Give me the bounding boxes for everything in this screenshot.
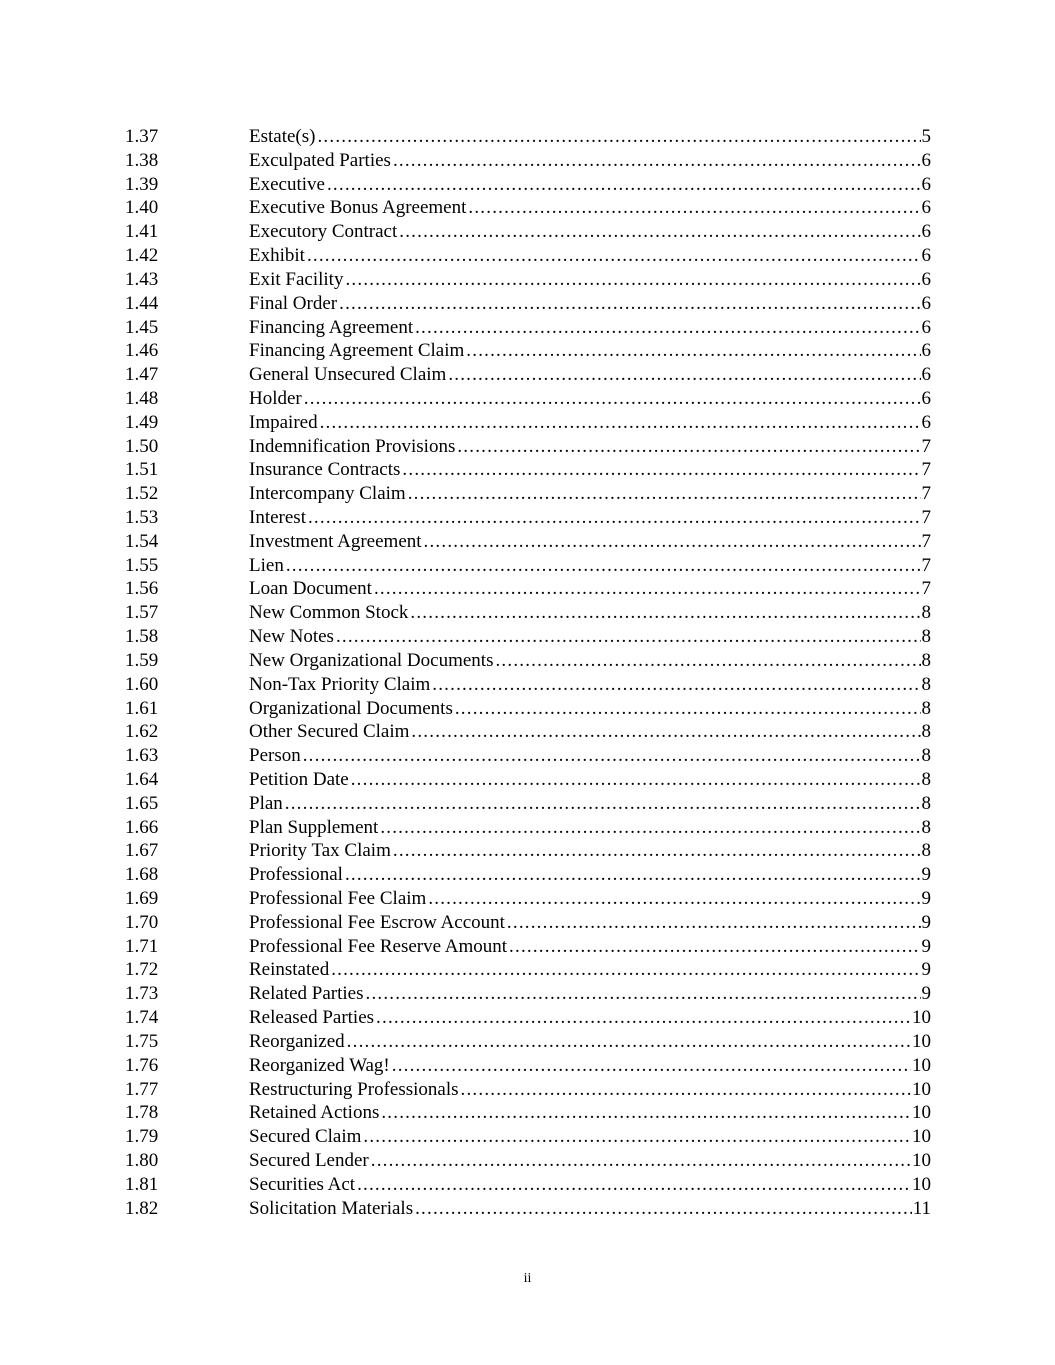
section-title: Executive Bonus Agreement — [249, 197, 467, 219]
dot-leader — [415, 316, 920, 340]
section-title: Priority Tax Claim — [249, 840, 391, 862]
toc-row — [0, 720, 1055, 744]
toc-row — [0, 530, 1055, 554]
section-title: Plan — [249, 792, 283, 814]
dot-leader — [507, 911, 921, 935]
page-reference: 7 — [921, 435, 931, 457]
page-reference: 6 — [921, 411, 931, 433]
page-reference: 5 — [921, 126, 931, 147]
section-title: Released Parties — [249, 1007, 375, 1029]
section-title: Professional — [249, 864, 343, 886]
dot-leader — [393, 149, 921, 173]
dot-leader — [415, 1197, 912, 1221]
dot-leader — [509, 935, 920, 959]
section-title: New Common Stock — [249, 602, 409, 624]
section-title: Retained Actions — [249, 1102, 380, 1124]
section-number: 1.77 — [125, 1078, 159, 1100]
section-title: Estate(s) — [249, 126, 316, 147]
page-reference: 6 — [921, 197, 931, 219]
dot-leader — [408, 482, 921, 506]
page-reference: 7 — [921, 507, 931, 528]
toc-row — [0, 649, 1055, 673]
toc-row — [0, 982, 1055, 1006]
section-number: 1.57 — [125, 602, 159, 624]
page-reference: 7 — [921, 554, 931, 576]
section-number: 1.46 — [125, 340, 159, 362]
dot-leader — [495, 649, 920, 673]
toc-row — [0, 220, 1055, 244]
toc-entry — [249, 435, 931, 459]
section-number: 1.82 — [125, 1197, 159, 1219]
toc-entry — [249, 935, 931, 959]
dot-leader — [432, 673, 920, 697]
section-number: 1.54 — [125, 530, 159, 552]
section-number: 1.61 — [125, 697, 159, 719]
section-number: 1.65 — [125, 792, 159, 814]
dot-leader — [347, 1030, 911, 1054]
section-title: Solicitation Materials — [249, 1197, 414, 1219]
page-reference: 8 — [921, 745, 931, 767]
toc-entry — [249, 1149, 931, 1173]
toc-row — [0, 935, 1055, 959]
section-title: Indemnification Provisions — [249, 435, 456, 457]
section-number: 1.50 — [125, 435, 159, 457]
dot-leader — [461, 1078, 911, 1102]
section-title: Other Secured Claim — [249, 721, 410, 743]
section-title: General Unsecured Claim — [249, 364, 447, 386]
dot-leader — [345, 863, 921, 887]
page-reference: 10 — [912, 1126, 931, 1148]
toc-entry — [249, 458, 931, 482]
toc-entry — [249, 220, 931, 244]
section-number: 1.40 — [125, 197, 159, 219]
dot-leader — [381, 1101, 911, 1125]
toc-entry — [249, 911, 931, 935]
page-reference: 6 — [921, 364, 931, 386]
toc-row — [0, 958, 1055, 982]
section-number: 1.62 — [125, 721, 159, 743]
section-title: Reorganized Wag! — [249, 1054, 390, 1076]
toc-row — [0, 1078, 1055, 1102]
toc-entry — [249, 1101, 931, 1125]
page-reference: 6 — [921, 173, 931, 195]
section-number: 1.63 — [125, 745, 159, 767]
toc-row — [0, 387, 1055, 411]
toc-row — [0, 768, 1055, 792]
section-title: Exhibit — [249, 245, 305, 267]
page-reference: 7 — [921, 483, 931, 505]
section-number: 1.52 — [125, 483, 159, 505]
toc-entry — [249, 1030, 931, 1054]
toc-entry — [249, 625, 931, 649]
toc-entry — [249, 577, 931, 601]
dot-leader — [351, 768, 921, 792]
toc-row — [0, 1054, 1055, 1078]
dot-leader — [303, 744, 921, 768]
dot-leader — [345, 268, 920, 292]
toc-row — [0, 363, 1055, 387]
toc-row — [0, 577, 1055, 601]
page-reference: 10 — [912, 1007, 931, 1029]
toc-entry — [249, 411, 931, 435]
toc-entry — [249, 292, 931, 316]
section-title: Investment Agreement — [249, 530, 422, 552]
section-title: Executive — [249, 173, 325, 195]
toc-entry — [249, 1006, 931, 1030]
section-title: Professional Fee Reserve Amount — [249, 935, 508, 957]
dot-leader — [411, 720, 920, 744]
toc-row — [0, 887, 1055, 911]
toc-entry — [249, 149, 931, 173]
toc-entry — [249, 601, 931, 625]
toc-entry — [249, 554, 931, 578]
section-number: 1.47 — [125, 364, 159, 386]
page-reference: 8 — [921, 626, 931, 648]
section-number: 1.44 — [125, 292, 159, 314]
section-title: Exculpated Parties — [249, 149, 391, 171]
toc-entry — [249, 363, 931, 387]
section-title: Secured Claim — [249, 1126, 362, 1148]
toc-entry — [249, 887, 931, 911]
section-number: 1.37 — [125, 126, 159, 147]
section-number: 1.81 — [125, 1173, 159, 1195]
toc-row — [0, 1006, 1055, 1030]
toc-entry — [249, 196, 931, 220]
page-reference: 9 — [921, 983, 931, 1005]
page-reference: 10 — [912, 1149, 931, 1171]
toc-entry — [249, 339, 931, 363]
section-title: New Notes — [249, 626, 334, 648]
page-reference: 7 — [921, 578, 931, 600]
section-title: Financing Agreement Claim — [249, 340, 465, 362]
section-number: 1.67 — [125, 840, 159, 862]
toc-entry — [249, 863, 931, 887]
toc-entry — [249, 268, 931, 292]
dot-leader — [457, 435, 920, 459]
dot-leader — [402, 458, 920, 482]
section-title: Insurance Contracts — [249, 459, 401, 481]
dot-leader — [363, 1125, 911, 1149]
page-reference: 10 — [912, 1054, 931, 1076]
toc-row — [0, 149, 1055, 173]
section-number: 1.38 — [125, 149, 159, 171]
dot-leader — [286, 554, 921, 578]
toc-row — [0, 316, 1055, 340]
section-number: 1.74 — [125, 1007, 159, 1029]
toc-entry — [249, 387, 931, 411]
section-number: 1.41 — [125, 221, 159, 243]
section-number: 1.42 — [125, 245, 159, 267]
section-number: 1.78 — [125, 1102, 159, 1124]
section-number: 1.53 — [125, 507, 159, 528]
section-title: Impaired — [249, 411, 318, 433]
page-reference: 8 — [921, 816, 931, 838]
toc-entry — [249, 958, 931, 982]
section-number: 1.51 — [125, 459, 159, 481]
dot-leader — [327, 173, 921, 197]
toc-row — [0, 554, 1055, 578]
dot-leader — [424, 530, 921, 554]
toc-row — [0, 482, 1055, 506]
toc-row — [0, 1173, 1055, 1197]
section-number: 1.72 — [125, 959, 159, 981]
section-number: 1.55 — [125, 554, 159, 576]
toc-entry — [249, 482, 931, 506]
section-number: 1.71 — [125, 935, 159, 957]
dot-leader — [366, 982, 921, 1006]
toc-row — [0, 744, 1055, 768]
section-number: 1.64 — [125, 768, 159, 790]
dot-leader — [320, 411, 921, 435]
dot-leader — [371, 1149, 911, 1173]
page-reference: 9 — [921, 959, 931, 981]
toc-row — [0, 697, 1055, 721]
toc-entry — [249, 506, 931, 530]
page-reference: 8 — [921, 840, 931, 862]
toc-entry — [249, 1054, 931, 1078]
toc-entry — [249, 1197, 931, 1221]
toc-entry — [249, 744, 931, 768]
section-title: Related Parties — [249, 983, 364, 1005]
dot-leader — [339, 292, 920, 316]
page-reference: 9 — [921, 911, 931, 933]
section-number: 1.48 — [125, 387, 159, 409]
dot-leader — [374, 577, 921, 601]
page-reference: 10 — [912, 1030, 931, 1052]
toc-entry — [249, 768, 931, 792]
page-reference: 6 — [921, 221, 931, 243]
dot-leader — [304, 387, 921, 411]
section-title: Professional Fee Claim — [249, 888, 427, 909]
section-number: 1.59 — [125, 649, 159, 671]
toc-row — [0, 625, 1055, 649]
section-title: Executory Contract — [249, 221, 398, 243]
toc-row — [0, 601, 1055, 625]
page-reference: 8 — [921, 721, 931, 743]
section-title: Loan Document — [249, 578, 372, 600]
page-reference: 8 — [921, 673, 931, 695]
dot-leader — [428, 887, 920, 911]
section-number: 1.66 — [125, 816, 159, 838]
section-title: Securities Act — [249, 1173, 356, 1195]
page-reference: 8 — [921, 602, 931, 624]
section-number: 1.56 — [125, 578, 159, 600]
toc-entry — [249, 792, 931, 816]
table-of-contents — [0, 125, 1055, 1220]
page-reference: 7 — [921, 530, 931, 552]
dot-leader — [466, 339, 920, 363]
dot-leader — [399, 220, 920, 244]
page-reference: 10 — [912, 1173, 931, 1195]
page-reference: 11 — [912, 1197, 931, 1219]
toc-entry — [249, 673, 931, 697]
toc-row — [0, 506, 1055, 530]
toc-row — [0, 839, 1055, 863]
section-title: Financing Agreement — [249, 316, 414, 338]
page-reference: 6 — [921, 292, 931, 314]
section-title: Secured Lender — [249, 1149, 369, 1171]
toc-row — [0, 458, 1055, 482]
toc-row — [0, 863, 1055, 887]
section-number: 1.75 — [125, 1030, 159, 1052]
page-reference: 8 — [921, 697, 931, 719]
toc-entry — [249, 982, 931, 1006]
toc-row — [0, 411, 1055, 435]
page-reference: 10 — [912, 1078, 931, 1100]
toc-row — [0, 911, 1055, 935]
dot-leader — [380, 816, 920, 840]
toc-entry — [249, 839, 931, 863]
section-title: Final Order — [249, 292, 338, 314]
page-reference: 8 — [921, 649, 931, 671]
page-reference: 9 — [921, 935, 931, 957]
toc-row — [0, 173, 1055, 197]
section-title: Lien — [249, 554, 284, 576]
page-reference: 8 — [921, 768, 931, 790]
dot-leader — [331, 958, 920, 982]
toc-entry — [249, 125, 931, 149]
section-number: 1.76 — [125, 1054, 159, 1076]
section-title: New Organizational Documents — [249, 649, 494, 671]
dot-leader — [393, 839, 921, 863]
dot-leader — [410, 601, 920, 625]
page-reference: 7 — [921, 459, 931, 481]
page-reference: 6 — [921, 268, 931, 290]
toc-row — [0, 244, 1055, 268]
section-title: Reinstated — [249, 959, 330, 981]
section-number: 1.49 — [125, 411, 159, 433]
section-title: Petition Date — [249, 768, 349, 790]
toc-entry — [249, 1078, 931, 1102]
section-title: Organizational Documents — [249, 697, 453, 719]
page-reference: 6 — [921, 316, 931, 338]
toc-entry — [249, 649, 931, 673]
toc-row — [0, 268, 1055, 292]
section-number: 1.60 — [125, 673, 159, 695]
section-title: Reorganized — [249, 1030, 345, 1052]
toc-entry — [249, 530, 931, 554]
toc-entry — [249, 1125, 931, 1149]
toc-row — [0, 792, 1055, 816]
dot-leader — [455, 697, 921, 721]
section-title: Intercompany Claim — [249, 483, 406, 505]
toc-entry — [249, 1173, 931, 1197]
page-reference: 8 — [921, 792, 931, 814]
toc-row — [0, 196, 1055, 220]
toc-row — [0, 435, 1055, 459]
dot-leader — [357, 1173, 911, 1197]
toc-row — [0, 1149, 1055, 1173]
toc-entry — [249, 316, 931, 340]
section-number: 1.79 — [125, 1126, 159, 1148]
section-number: 1.80 — [125, 1149, 159, 1171]
section-number: 1.45 — [125, 316, 159, 338]
section-title: Professional Fee Escrow Account — [249, 911, 505, 933]
toc-row — [0, 125, 1055, 149]
section-number: 1.73 — [125, 983, 159, 1005]
dot-leader — [392, 1054, 911, 1078]
page-number-footer: ii — [523, 1271, 532, 1286]
section-title: Plan Supplement — [249, 816, 379, 838]
page-reference: 6 — [921, 340, 931, 362]
toc-entry — [249, 244, 931, 268]
page-reference: 9 — [921, 864, 931, 886]
section-title: Interest — [249, 507, 306, 528]
section-number: 1.39 — [125, 173, 159, 195]
page-reference: 9 — [921, 888, 931, 909]
dot-leader — [308, 506, 921, 530]
toc-row — [0, 292, 1055, 316]
section-number: 1.43 — [125, 268, 159, 290]
page-reference: 10 — [912, 1102, 931, 1124]
section-title: Exit Facility — [249, 268, 344, 290]
page-reference: 6 — [921, 149, 931, 171]
toc-entry — [249, 697, 931, 721]
section-title: Restructuring Professionals — [249, 1078, 459, 1100]
toc-entry — [249, 720, 931, 744]
dot-leader — [307, 244, 921, 268]
toc-row — [0, 673, 1055, 697]
section-title: Non-Tax Priority Claim — [249, 673, 431, 695]
section-number: 1.70 — [125, 911, 159, 933]
section-title: Holder — [249, 387, 302, 409]
section-number: 1.58 — [125, 626, 159, 648]
section-title: Person — [249, 745, 301, 767]
dot-leader — [317, 125, 920, 149]
toc-entry — [249, 173, 931, 197]
toc-row — [0, 816, 1055, 840]
toc-row — [0, 1030, 1055, 1054]
section-number: 1.69 — [125, 888, 159, 909]
section-number: 1.68 — [125, 864, 159, 886]
dot-leader — [285, 792, 921, 816]
dot-leader — [376, 1006, 911, 1030]
toc-row — [0, 339, 1055, 363]
dot-leader — [336, 625, 921, 649]
toc-entry — [249, 816, 931, 840]
toc-row — [0, 1197, 1055, 1221]
page-reference: 6 — [921, 387, 931, 409]
page-reference: 6 — [921, 245, 931, 267]
dot-leader — [468, 196, 920, 220]
dot-leader — [448, 363, 920, 387]
toc-row — [0, 1101, 1055, 1125]
toc-row — [0, 1125, 1055, 1149]
